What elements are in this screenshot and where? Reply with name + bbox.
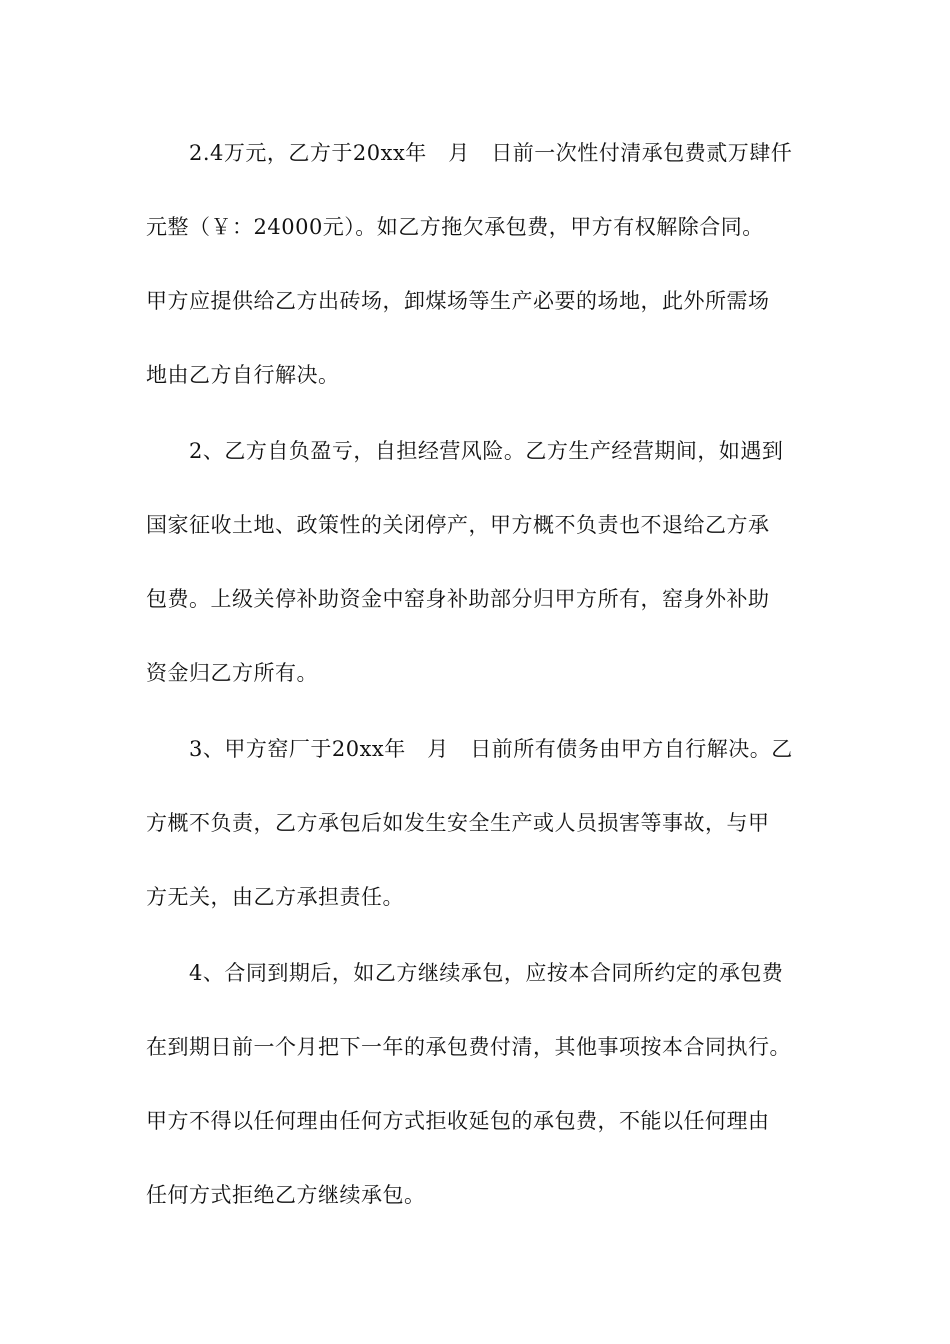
paragraph-2-line-3: 包费。上级关停补助资金中窑身补助部分归甲方所有，窑身外补助 [146,587,770,611]
paragraph-1-line-3: 甲方应提供给乙方出砖场，卸煤场等生产必要的场地，此外所需场 [146,289,770,313]
paragraph-2-line-1: 2、乙方自负盈亏，自担经营风险。乙方生产经营期间，如遇到 [189,439,784,463]
paragraph-4-line-1: 4、合同到期后，如乙方继续承包，应按本合同所约定的承包费 [189,961,784,985]
paragraph-1-line-2: 元整（￥：24000元）。如乙方拖欠承包费，甲方有权解除合同。 [146,215,764,239]
paragraph-1-line-1: 2.4万元，乙方于20xx年 月 日前一次性付清承包费贰万肆仟 [189,141,793,165]
paragraph-4-line-4: 任何方式拒绝乙方继续承包。 [146,1183,426,1207]
paragraph-4-line-3: 甲方不得以任何理由任何方式拒收延包的承包费，不能以任何理由 [146,1109,770,1133]
paragraph-3-line-1: 3、甲方窑厂于20xx年 月 日前所有债务由甲方自行解决。乙 [189,737,793,761]
paragraph-4-line-2: 在到期日前一个月把下一年的承包费付清，其他事项按本合同执行。 [146,1035,791,1059]
paragraph-3-line-3: 方无关，由乙方承担责任。 [146,885,404,909]
paragraph-2-line-4: 资金归乙方所有。 [146,661,318,685]
paragraph-3-line-2: 方概不负责，乙方承包后如发生安全生产或人员损害等事故，与甲 [146,811,770,835]
paragraph-2-line-2: 国家征收土地、政策性的关闭停产，甲方概不负责也不退给乙方承 [146,513,770,537]
paragraph-1-line-4: 地由乙方自行解决。 [146,363,340,387]
